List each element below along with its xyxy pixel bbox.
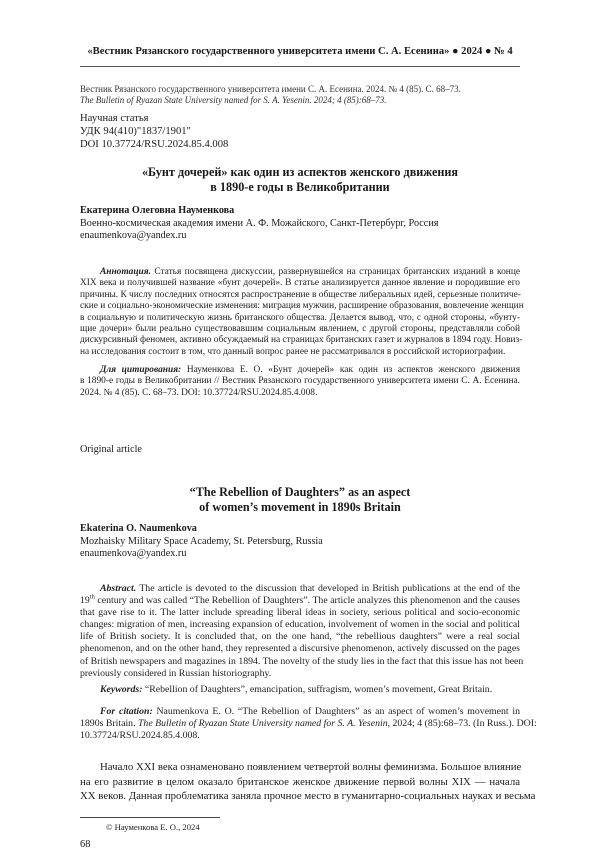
body-line: Начало XXI века ознаменовано появлением четвертой волны феминизма. Большое влияние <box>100 761 522 773</box>
en-abstract-label: Abstract. <box>100 583 137 594</box>
footnote-rule <box>80 817 220 818</box>
source-citation-en: The Bulletin of Ryazan State University named for S. A. Yesenin. 2024; 4 (85):68–73. <box>80 95 387 105</box>
ru-email[interactable]: enaumenkova@yandex.ru <box>80 230 187 241</box>
ru-author-name: Екатерина Олеговна Науменкова <box>80 205 235 216</box>
en-abstract-line: of British newspapers and magazines in 1894. The novelty of the study lies in the fact that this issue has not been <box>80 655 524 667</box>
ru-affiliation: Военно-космическая академия имени А. Ф. Можайского, Санкт-Петербург, Россия <box>80 217 439 229</box>
ru-abstract-line: Аннотация. Статья посвящена дискуссии, развернувшейся на страницах британских изданий в конце <box>100 267 520 277</box>
ru-citation-label: Для цитирования: <box>100 365 182 375</box>
body-text <box>80 760 536 804</box>
source-citation-ru: Вестник Рязанского государственного университета имени С. А. Есенина. 2024. № 4 (85). С. 68–73. <box>80 84 461 94</box>
ru-abstract-line: причины. К числу последних относятся распространение в обществе либеральных идей, серьезные политиче- <box>80 289 521 300</box>
ru-abstract-line: ские и социально-экономические изменения: миграция мужчин, расширение образования, вовлечение женщин <box>80 301 524 312</box>
ru-abstract-line: на исследования состоит в том, что данный вопрос ранее не рассматривался в российской историографии. <box>80 346 506 357</box>
ru-title-line: «Бунт дочерей» как один из аспектов женского движения <box>141 165 459 179</box>
body-line: на его развитие в целом оказало британское женское движение первой волны XIX — начала <box>80 775 520 788</box>
header-rule <box>80 66 520 67</box>
en-citation-line: 10.37724/RSU.2024.85.4.008. <box>80 730 200 742</box>
ru-abstract-line: XIX века и получившей название «бунт дочерей». В статье анализируется данное явление и породившие его <box>80 278 520 289</box>
en-abstract-line: Abstract. The article is devoted to the discussion that developed in British publications at the end of the <box>100 583 520 594</box>
en-affiliation: Mozhaisky Military Space Academy, St. Petersburg, Russia <box>80 535 323 547</box>
ru-abstract-line: дискурсивный феномен, активно обсуждаемый на страницах британских газет и журналов в 1894 году. Новиз- <box>80 335 523 346</box>
ru-title <box>80 165 520 195</box>
en-article-type: Original article <box>80 444 142 455</box>
ru-author-block <box>80 205 438 243</box>
en-title-line: “The Rebellion of Daughters” as an aspect <box>189 485 411 499</box>
source-citation <box>80 84 461 106</box>
ru-abstract <box>80 267 524 358</box>
en-for-citation <box>80 706 537 742</box>
en-abstract-line: previously considered in Russian historiography. <box>80 667 272 679</box>
ru-for-citation <box>80 365 520 399</box>
page-number: 68 <box>80 839 91 850</box>
en-citation-label: For citation: <box>100 706 153 717</box>
ru-citation-line: в 1890-е годы в Великобритании // Вестник Рязанского государственного университета имени С. А. Есенина. <box>80 376 520 387</box>
en-citation-line: For citation: Naumenkova E. O. “The Rebellion of Daughters” as an aspect of women’s movement in <box>100 706 520 717</box>
en-title-line: of women’s movement in 1890s Britain <box>199 500 401 514</box>
doi: DOI 10.37724/RSU.2024.85.4.008 <box>80 139 229 150</box>
ru-citation-line: 2024. № 4 (85). С. 68–73. DOI: 10.37724/RSU.2024.85.4.008. <box>80 387 318 398</box>
running-header: «Вестник Рязанского государственного университета имени С. А. Есенина» ● 2024 ● № 4 <box>87 46 513 57</box>
en-abstract-line: that gave rise to it. The latter include spreading liberal ideas in society, serious political and socio-economic <box>80 607 520 619</box>
udk-code: УДК 94(410)"1837/1901" <box>80 126 191 137</box>
en-abstract <box>80 583 524 680</box>
en-title <box>80 485 520 515</box>
ru-abstract-label: Аннотация. <box>100 267 151 277</box>
copyright-footnote: © Науменкова Е. О., 2024 <box>106 822 200 832</box>
en-abstract-line: life of British society. It is concluded that, on the one hand, “the rebellious daughters” were a real social <box>80 631 520 643</box>
ru-abstract-line: в социальную и политическую жизнь британского общества. Делается вывод, что, с одной стороны, «бунту- <box>80 312 520 323</box>
ru-abstract-line: щие дочери» были реально существовавшим социальным явлением, с другой стороны, представляли собой <box>80 324 520 335</box>
en-email[interactable]: enaumenkova@yandex.ru <box>80 548 187 559</box>
ru-title-line: в 1890-е годы в Великобритании <box>210 180 390 194</box>
en-keywords-label: Keywords: <box>100 684 143 695</box>
en-author-name: Ekaterina O. Naumenkova <box>80 523 197 534</box>
en-author-block <box>80 523 323 561</box>
en-abstract-line: phenomenon, and on the other hand, they represented a discursive phenomenon, actively discussed on the pages <box>80 643 520 655</box>
body-line: XX веков. Данная проблематика заняла прочное место в гуманитарно-социальных науках и весьма <box>80 790 536 802</box>
article-meta <box>80 112 228 151</box>
article-type: Научная статья <box>80 113 149 124</box>
en-keywords-line: Keywords: “Rebellion of Daughters”, emancipation, suffragism, women’s movement, Great Britain. <box>100 684 493 695</box>
en-abstract-line: 19th century and was called “The Rebellion of Daughters”. The article analyzes this phenomenon and the causes <box>80 593 520 607</box>
ru-citation-line: Для цитирования: Науменкова Е. О. «Бунт дочерей» как один из аспектов женского движения <box>100 365 521 375</box>
en-citation-line: 1890s Britain. The Bulletin of Ryazan State University named for S. A. Yesenin, 2024; 4 (85):68–73. (In Russ.). DOI: <box>80 718 537 730</box>
en-keywords <box>80 684 520 696</box>
en-abstract-line: changes: migration of men, increasing expansion of education, involvement of women in the social and political <box>80 619 520 631</box>
